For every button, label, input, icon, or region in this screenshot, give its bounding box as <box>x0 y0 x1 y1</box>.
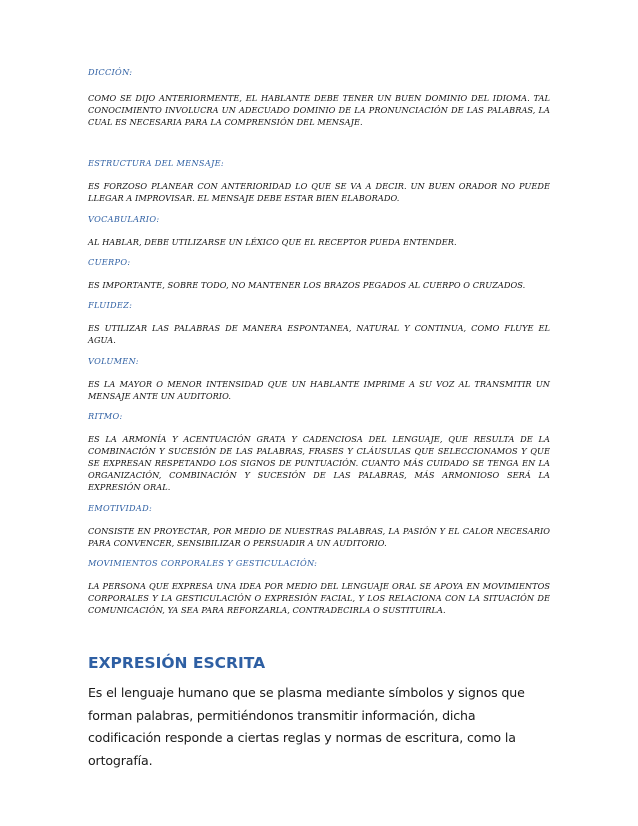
movimientos-heading: MOVIMIENTOS CORPORALES Y GESTICULACIÓN: <box>88 558 318 568</box>
estructura-heading: ESTRUCTURA DEL MENSAJE: <box>88 158 224 168</box>
oral-expression-sections <box>88 66 550 616</box>
expresion-escrita-text: Es el lenguaje humano que se plasma mediante símbolos y signos que forman palabras, permitiéndonos transmitir información, dicha codificación responde a ciertas reglas y normas de escritura, como la ortografía. <box>88 685 525 768</box>
ritmo-text: ES LA ARMONÍA Y ACENTUACIÓN GRATA Y CADENCIOSA DEL LENGUAJE, QUE RESULTA DE LA COMBINACIÓN Y SUCESIÓN DE LAS PALABRAS, FRASES Y CLÁUSULAS QUE SELECCIONAMOS Y QUE SE EXPRESAN RESPETANDO LOS SIGNOS DE PUNTUACIÓN. CUANTO MÁS CUIDADO SE TENGA EN LA ORGANIZACIÓN, COMBINACIÓN Y SUCESIÓN DE LAS PALABRAS, MÁS ARMONIOSO SERÁ LA EXPRESIÓN ORAL. <box>88 434 550 492</box>
fluidez-text: ES UTILIZAR LAS PALABRAS DE MANERA ESPONTANEA, NATURAL Y CONTINUA, COMO FLUYE EL AGUA. <box>88 323 550 345</box>
ritmo-heading: RITMO: <box>88 411 123 421</box>
diccion-text: COMO SE DIJO ANTERIORMENTE, EL HABLANTE DEBE TENER UN BUEN DOMINIO DEL IDIOMA. TAL CONOCIMIENTO INVOLUCRA UN ADECUADO DOMINIO DE LA PRONUNCIACIÓN DE LAS PALABRAS, LA CUAL ES NECESARIA PARA LA COMPRENSIÓN DEL MENSAJE. <box>88 93 550 127</box>
cuerpo-text: ES IMPORTANTE, SOBRE TODO, NO MANTENER LOS BRAZOS PEGADOS AL CUERPO O CRUZADOS. <box>88 280 526 290</box>
fluidez-heading: FLUIDEZ: <box>88 300 133 310</box>
estructura-text: ES FORZOSO PLANEAR CON ANTERIORIDAD LO QUE SE VA A DECIR. UN BUEN ORADOR NO PUEDE LLEGAR A IMPROVISAR. EL MENSAJE DEBE ESTAR BIEN ELABORADO. <box>88 181 550 203</box>
vocabulario-text: AL HABLAR, DEBE UTILIZARSE UN LÉXICO QUE EL RECEPTOR PUEDA ENTENDER. <box>88 237 457 247</box>
volumen-text: ES LA MAYOR O MENOR INTENSIDAD QUE UN HABLANTE IMPRIME A SU VOZ AL TRANSMITIR UN MENSAJE ANTE UN AUDITORIO. <box>88 379 550 401</box>
cuerpo-heading: CUERPO: <box>88 257 131 267</box>
emotividad-text: CONSISTE EN PROYECTAR, POR MEDIO DE NUESTRAS PALABRAS, LA PASIÓN Y EL CALOR NECESARIO PARA CONVENCER, SENSIBILIZAR O PERSUADIR A UN AUDITORIO. <box>88 526 550 548</box>
movimientos-text: LA PERSONA QUE EXPRESA UNA IDEA POR MEDIO DEL LENGUAJE ORAL SE APOYA EN MOVIMIENTOS CORPORALES Y LA GESTICULACIÓN O EXPRESIÓN FACIAL, Y LOS RELACIONA CON LA SITUACIÓN DE COMUNICACIÓN, YA SEA PARA REFORZARLA, CONTRADECIRLA O SUSTITUIRLA. <box>88 581 550 615</box>
expresion-escrita-heading: EXPRESIÓN ESCRITA <box>88 654 266 672</box>
diccion-heading: DICCIÓN: <box>88 67 133 77</box>
vocabulario-heading: VOCABULARIO: <box>88 214 160 224</box>
volumen-heading: VOLUMEN: <box>88 356 139 366</box>
emotividad-heading: EMOTIVIDAD: <box>88 503 153 513</box>
